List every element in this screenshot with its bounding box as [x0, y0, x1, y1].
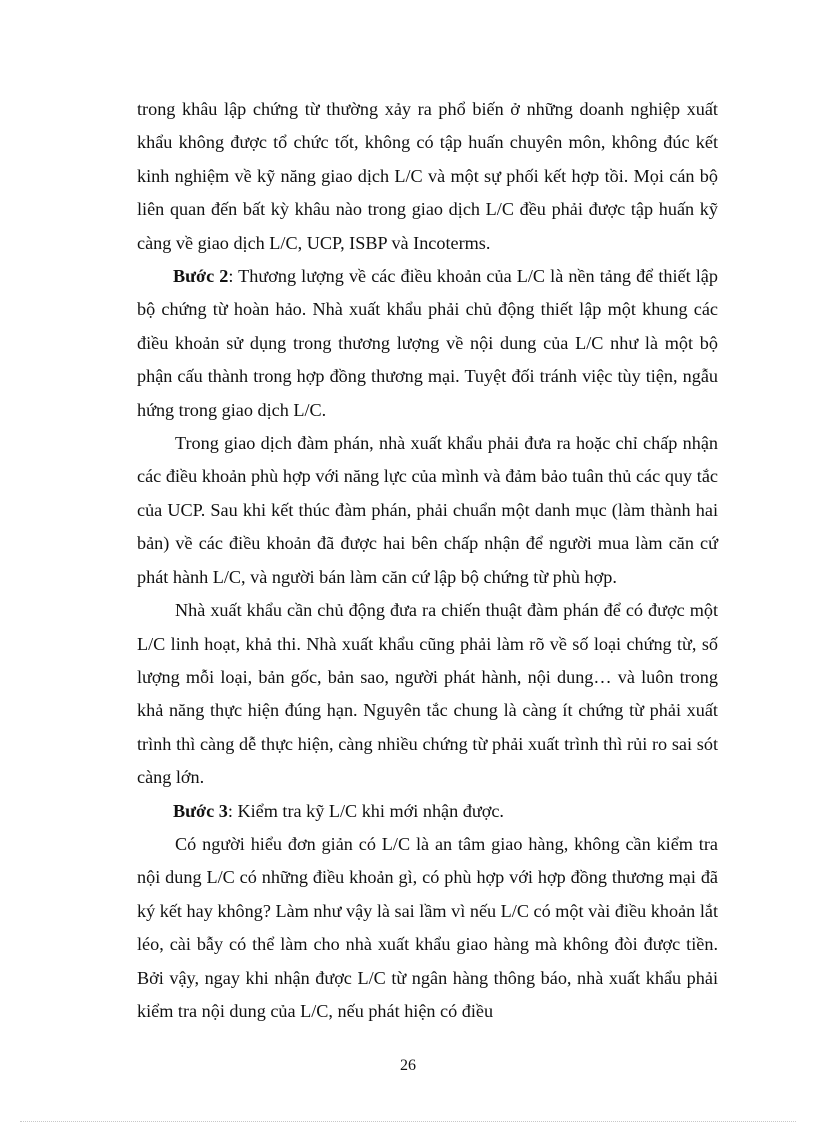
page-bottom-divider — [20, 1121, 796, 1122]
paragraph-text: : Thương lượng về các điều khoản của L/C là nền tảng để thiết lập bộ chứng từ hoàn hảo. Nhà xuất khẩu phải chủ động thiết lập một khung các điều khoản sử dụng trong thương lượng về nội dung của L/C như là một bộ phận cấu thành trong hợp đồng thương mại. Tuyệt đối tránh việc tùy tiện, ngẫu hứng trong giao dịch L/C. — [137, 266, 718, 420]
paragraph-text: Trong giao dịch đàm phán, nhà xuất khẩu phải đưa ra hoặc chỉ chấp nhận các điều khoản phù hợp với năng lực của mình và đảm bảo tuân thủ các quy tắc của UCP. Sau khi kết thúc đàm phán, phải chuẩn một danh mục (làm thành hai bản) về các điều khoản đã được hai bên chấp nhận để người mua làm căn cứ phát hành L/C, và người bán làm căn cứ lập bộ chứng từ phù hợp. — [137, 433, 718, 587]
paragraph-training — [137, 93, 718, 260]
paragraph-check-lc — [137, 828, 718, 1028]
paragraph-step-3 — [137, 795, 718, 828]
paragraph-negotiation — [137, 427, 718, 594]
paragraph-text: : Kiểm tra kỹ L/C khi mới nhận được. — [227, 800, 504, 821]
paragraph-text: trong khâu lập chứng từ thường xảy ra phổ biến ở những doanh nghiệp xuất khẩu không được tổ chức tốt, không có tập huấn chuyên môn, không đúc kết kinh nghiệm về kỹ năng giao dịch L/C và một sự phối kết hợp tồi. Mọi cán bộ liên quan đến bất kỳ khâu nào trong giao dịch L/C đều phải được tập huấn kỹ càng về giao dịch L/C, UCP, ISBP và Incoterms. — [137, 99, 718, 253]
paragraph-step-2 — [137, 260, 718, 427]
step-3-label: Bước 3 — [173, 800, 228, 821]
page-number: 26 — [400, 1057, 416, 1074]
paragraph-strategy — [137, 594, 718, 794]
step-2-label: Bước 2 — [173, 266, 229, 287]
paragraph-text: Có người hiểu đơn giản có L/C là an tâm giao hàng, không cần kiểm tra nội dung L/C có những điều khoản gì, có phù hợp với hợp đồng thương mại đã ký kết hay không? Làm như vậy là sai lầm vì nếu L/C có một vài điều khoản lắt léo, cài bẫy có thể làm cho nhà xuất khẩu giao hàng mà không đòi được tiền. Bởi vậy, ngay khi nhận được L/C từ ngân hàng thông báo, nhà xuất khẩu phải kiểm tra nội dung của L/C, nếu phát hiện có điều — [137, 833, 718, 1021]
paragraph-text: Nhà xuất khẩu cần chủ động đưa ra chiến thuật đàm phán để có được một L/C linh hoạt, khả thi. Nhà xuất khẩu cũng phải làm rõ về số loại chứng từ, số lượng mỗi loại, bản gốc, bản sao, người phát hành, nội dung… và luôn trong khả năng thực hiện đúng hạn. Nguyên tắc chung là càng ít chứng từ phải xuất trình thì càng dễ thực hiện, càng nhiều chứng từ phải xuất trình thì rủi ro sai sót càng lớn. — [137, 600, 718, 788]
document-page — [137, 93, 718, 1028]
